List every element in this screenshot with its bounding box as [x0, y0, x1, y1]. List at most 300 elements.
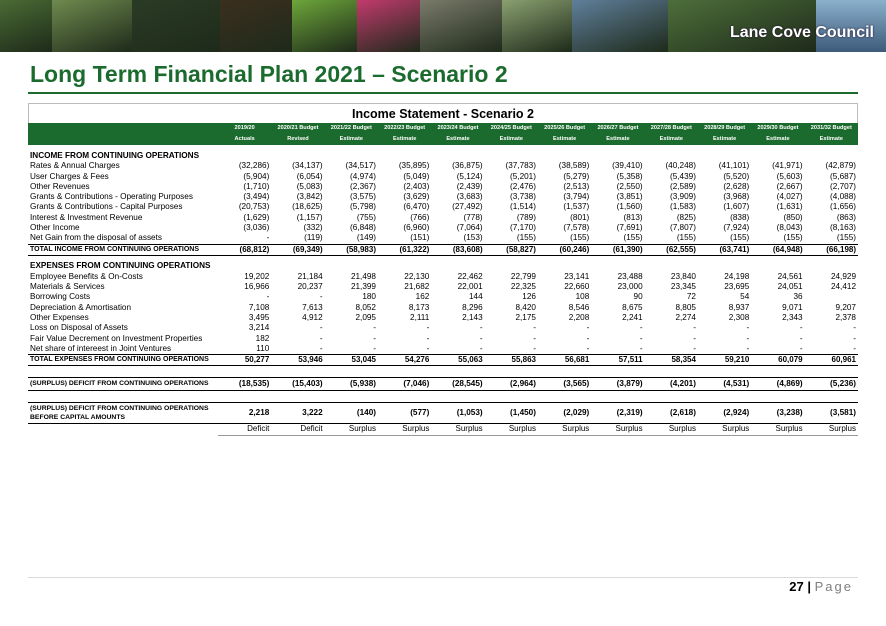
cell-value: (5,520) — [723, 171, 750, 181]
cell-value: (18,535) — [218, 378, 271, 391]
cell-value: (3,683) — [456, 192, 483, 202]
cell-value: (801) — [570, 212, 590, 222]
row-label: Employee Benefits & On-Costs — [30, 271, 143, 281]
row-label: Net Gain from the disposal of assets — [30, 233, 162, 243]
banner-photo — [502, 0, 572, 52]
cell-value: (2,667) — [776, 181, 803, 191]
cell-value: 72 — [686, 292, 696, 302]
cell-value: 23,488 — [617, 271, 643, 281]
cell-value — [805, 292, 858, 302]
cell-value: 8,052 — [355, 302, 376, 312]
cell-value: (60,246) — [538, 244, 591, 255]
cell-value: (61,322) — [378, 244, 431, 255]
cell-value: 8,937 — [728, 302, 750, 312]
column-year: 2019/20 — [218, 123, 271, 134]
cell-value: (778) — [463, 212, 483, 222]
cell-value: (1,656) — [830, 202, 856, 212]
row-label: Rates & Annual Charges — [30, 161, 120, 171]
cell-value: 22,462 — [457, 271, 483, 281]
cell-value: (5,236) — [805, 378, 858, 391]
cell-value: (3,581) — [805, 403, 858, 424]
row-label: Depreciation & Amortisation — [30, 302, 132, 312]
cell-value: 58,354 — [645, 355, 698, 366]
row-label: (SURPLUS) DEFICIT FROM CONTINUING OPERATIONS BEFORE CAPITAL AMOUNTS — [28, 403, 218, 424]
cell-value: (27,492) — [452, 202, 483, 212]
cell-value: (5,798) — [350, 202, 376, 212]
cell-value: Surplus — [591, 424, 644, 435]
cell-value: 53,946 — [271, 355, 324, 366]
cell-value: (35,895) — [398, 161, 430, 171]
cell-value: 22,130 — [404, 271, 430, 281]
cell-value: (18,625) — [292, 202, 323, 212]
cell-value: (2,367) — [350, 181, 376, 191]
cell-value: 8,420 — [515, 302, 536, 312]
cell-value: - — [373, 323, 376, 333]
cell-value: - — [586, 343, 590, 353]
cell-value: (6,470) — [403, 202, 430, 212]
cell-value: - — [373, 333, 376, 343]
cell-value: (63,741) — [698, 244, 751, 255]
expense-row — [28, 272, 858, 282]
cell-value: 8,805 — [675, 302, 696, 312]
cell-value: (151) — [410, 233, 430, 243]
cell-value: (3,565) — [538, 378, 591, 391]
column-year: 2024/25 Budget — [485, 123, 538, 134]
column-year: 2020/21 Budget — [271, 123, 324, 134]
cell-value: 24,412 — [830, 282, 856, 292]
cell-value: - — [639, 333, 643, 343]
page-word: Page — [814, 579, 853, 594]
cell-value: (155) — [730, 233, 750, 243]
cell-value: (3,738) — [510, 192, 536, 202]
column-type: Estimate — [431, 134, 484, 145]
cell-value: (5,279) — [563, 171, 590, 181]
column-type: Estimate — [378, 134, 431, 145]
cell-value: 4,912 — [302, 312, 323, 322]
cell-value: (153) — [463, 233, 483, 243]
banner-photo — [420, 0, 502, 52]
column-type: Estimate — [698, 134, 751, 145]
cell-value: - — [319, 343, 323, 353]
cell-value: (2,550) — [616, 181, 643, 191]
cell-value: Surplus — [485, 424, 538, 435]
cell-value: (7,691) — [616, 223, 643, 233]
cell-value: 144 — [468, 292, 483, 302]
cell-value: 2,111 — [410, 312, 430, 322]
cell-value: 2,143 — [462, 312, 483, 322]
page-title: Long Term Financial Plan 2021 – Scenario 2 — [30, 61, 508, 87]
cell-value: (7,170) — [510, 223, 536, 233]
cell-value: (6,054) — [296, 171, 323, 181]
cell-value: (3,629) — [403, 192, 430, 202]
income-row — [28, 161, 858, 171]
cell-value: (3,238) — [751, 403, 804, 424]
column-year: 2025/26 Budget — [538, 123, 591, 134]
cell-value: (2,589) — [670, 181, 696, 191]
cell-value: 3,222 — [271, 403, 324, 424]
expense-row — [28, 323, 858, 333]
cell-value: (2,476) — [510, 181, 536, 191]
cell-value: 2,308 — [728, 312, 750, 322]
cell-value: 126 — [522, 292, 536, 302]
cell-value: (4,027) — [776, 192, 803, 202]
column-type: Estimate — [645, 134, 698, 145]
cell-value: 21,399 — [350, 282, 376, 292]
cell-value: 60,961 — [805, 355, 858, 366]
row-label: TOTAL INCOME FROM CONTINUING OPERATIONS — [28, 244, 218, 255]
cell-value: (1,629) — [243, 212, 270, 222]
cell-value: (155) — [623, 233, 643, 243]
row-label: User Charges & Fees — [30, 171, 109, 181]
before-capital-row — [28, 403, 858, 424]
cell-value: (42,879) — [825, 161, 856, 171]
column-year: 2026/27 Budget — [591, 123, 644, 134]
row-label: Other Revenues — [30, 181, 90, 191]
cell-value: 7,613 — [302, 302, 323, 312]
column-type: Actuals — [218, 134, 271, 145]
cell-value: (68,812) — [218, 244, 271, 255]
cell-value: Deficit — [218, 424, 271, 435]
cell-value: (58,983) — [325, 244, 378, 255]
cell-value: (577) — [378, 403, 431, 424]
cell-value: (7,046) — [378, 378, 431, 391]
cell-value: (3,036) — [243, 223, 270, 233]
cell-value: Surplus — [751, 424, 804, 435]
cell-value: (838) — [730, 212, 750, 222]
cell-value: (5,049) — [403, 171, 430, 181]
column-year: 2022/23 Budget — [378, 123, 431, 134]
cell-value: (766) — [410, 212, 430, 222]
cell-value: (37,783) — [505, 161, 536, 171]
cell-value: (5,124) — [456, 171, 483, 181]
cell-value: (2,628) — [723, 181, 750, 191]
cell-value: (1,053) — [431, 403, 484, 424]
cell-value: (4,201) — [645, 378, 698, 391]
banner-photo — [52, 0, 132, 52]
cell-value: (155) — [516, 233, 536, 243]
cell-value: - — [266, 292, 270, 302]
income-row — [28, 213, 858, 223]
column-year: 2031/32 Budget — [805, 123, 858, 134]
expense-row — [28, 292, 858, 302]
income-row — [28, 172, 858, 182]
cell-value: (34,517) — [345, 161, 376, 171]
cell-value: (2,439) — [456, 181, 483, 191]
cell-value: (755) — [356, 212, 376, 222]
column-year: 2027/28 Budget — [645, 123, 698, 134]
row-label: Borrowing Costs — [30, 292, 91, 302]
banner-photo — [0, 0, 52, 52]
cell-value: - — [746, 343, 750, 353]
cell-value: (1,607) — [723, 202, 750, 212]
cell-value: 36 — [793, 292, 803, 302]
cell-value: 9,071 — [782, 302, 803, 312]
expense-row — [28, 313, 858, 323]
income-row — [28, 192, 858, 202]
header-blank — [28, 123, 218, 134]
result-row — [28, 424, 858, 435]
cell-value: (6,960) — [403, 223, 430, 233]
income-row — [28, 182, 858, 192]
column-year: 2028/29 Budget — [698, 123, 751, 134]
cell-value: Deficit — [271, 424, 324, 435]
cell-value: Surplus — [325, 424, 378, 435]
cell-value: 59,210 — [698, 355, 751, 366]
cell-value: - — [533, 343, 536, 353]
cell-value: 162 — [415, 292, 430, 302]
cell-value: 2,378 — [835, 312, 856, 322]
cell-value: (6,848) — [350, 223, 376, 233]
cell-value: - — [533, 333, 536, 343]
cell-value: - — [693, 333, 696, 343]
cell-value: - — [746, 333, 750, 343]
cell-value: 21,498 — [350, 271, 376, 281]
banner-photo — [220, 0, 292, 52]
expense-row — [28, 344, 858, 355]
banner-photo — [572, 0, 668, 52]
row-label: Loss on Disposal of Assets — [30, 323, 128, 333]
cell-value: (8,043) — [776, 223, 803, 233]
cell-value: 110 — [256, 343, 270, 353]
cell-value: - — [746, 323, 750, 333]
cell-value: - — [799, 343, 803, 353]
footer-rule — [28, 577, 858, 578]
cell-value: (155) — [676, 233, 696, 243]
cell-value: - — [479, 323, 483, 333]
cell-value: 24,198 — [724, 271, 750, 281]
cell-value: - — [373, 343, 376, 353]
cell-value: (69,349) — [271, 244, 324, 255]
cell-value: (1,514) — [510, 202, 536, 212]
cell-value: - — [799, 323, 803, 333]
cell-value: (825) — [676, 212, 696, 222]
cell-value: 54 — [740, 292, 750, 302]
cell-value: 3,214 — [248, 323, 270, 333]
cell-value: (813) — [623, 212, 643, 222]
cell-value: (155) — [836, 233, 856, 243]
cell-value: - — [319, 323, 323, 333]
title-rule — [28, 92, 858, 94]
cell-value: (8,163) — [830, 223, 856, 233]
cell-value: 22,001 — [457, 282, 483, 292]
cell-value: (41,101) — [718, 161, 750, 171]
cell-value: (3,575) — [350, 192, 376, 202]
cell-value: - — [853, 343, 856, 353]
cell-value: - — [853, 333, 856, 343]
row-label: Other Income — [30, 223, 80, 233]
cell-value: (38,589) — [558, 161, 590, 171]
cell-value: (58,827) — [485, 244, 538, 255]
cell-value: 19,202 — [244, 271, 270, 281]
cell-value: (4,531) — [698, 378, 751, 391]
cell-value: (39,410) — [612, 161, 643, 171]
cell-value: 23,000 — [617, 282, 643, 292]
cell-value: (1,157) — [296, 212, 323, 222]
cell-value: (850) — [783, 212, 803, 222]
row-label: Grants & Contributions - Operating Purposes — [30, 192, 193, 202]
column-year: 2029/30 Budget — [751, 123, 804, 134]
cell-value: (140) — [325, 403, 378, 424]
cell-value: (1,560) — [616, 202, 643, 212]
cell-value: 23,141 — [564, 271, 590, 281]
cell-value: (2,924) — [698, 403, 751, 424]
column-type: Estimate — [591, 134, 644, 145]
cell-value: (20,753) — [238, 202, 270, 212]
cell-value: 7,108 — [248, 302, 270, 312]
cell-value: (2,029) — [538, 403, 591, 424]
cell-value: 90 — [633, 292, 643, 302]
page-separator: | — [803, 579, 815, 594]
cell-value: - — [319, 333, 323, 343]
surplus-deficit-row — [28, 378, 858, 391]
cell-value: - — [426, 343, 430, 353]
row-label: Net share of intereest in Joint Ventures — [30, 343, 172, 353]
cell-value: (1,710) — [243, 181, 270, 191]
cell-value: (1,631) — [776, 202, 803, 212]
header-row-years — [28, 123, 858, 134]
cell-value: (4,088) — [830, 192, 856, 202]
cell-value: - — [426, 323, 430, 333]
column-type: Revised — [271, 134, 324, 145]
cell-value: (61,390) — [591, 244, 644, 255]
cell-value: (1,583) — [670, 202, 696, 212]
cell-value: 21,682 — [404, 282, 430, 292]
cell-value: Surplus — [645, 424, 698, 435]
income-row — [28, 223, 858, 233]
cell-value: 24,051 — [777, 282, 803, 292]
banner-photo — [132, 0, 220, 52]
cell-value: 22,660 — [564, 282, 590, 292]
row-label: (SURPLUS) DEFICIT FROM CONTINUING OPERATIONS — [28, 378, 218, 391]
cell-value: (4,974) — [350, 171, 376, 181]
cell-value: 50,277 — [218, 355, 271, 366]
cell-value: 57,511 — [591, 355, 644, 366]
cell-value: 16,966 — [244, 282, 270, 292]
cell-value: 2,095 — [355, 312, 376, 322]
cell-value: 108 — [575, 292, 590, 302]
cell-value: 55,063 — [431, 355, 484, 366]
cell-value: (41,971) — [772, 161, 803, 171]
page-number — [789, 579, 853, 594]
banner-photo — [292, 0, 357, 52]
cell-value: 24,929 — [830, 271, 856, 281]
cell-value: (5,904) — [243, 171, 270, 181]
cell-value: (5,083) — [296, 181, 323, 191]
cell-value: 8,546 — [568, 302, 590, 312]
cell-value: (83,608) — [431, 244, 484, 255]
cell-value: (789) — [516, 212, 536, 222]
cell-value: 180 — [362, 292, 376, 302]
cell-value: - — [479, 333, 483, 343]
cell-value: (119) — [304, 233, 323, 243]
cell-value: - — [586, 323, 590, 333]
cell-value: - — [533, 323, 536, 333]
section-heading: EXPENSES FROM CONTINUING OPERATIONS — [30, 261, 211, 271]
cell-value: (1,450) — [485, 403, 538, 424]
cell-value: 55,863 — [485, 355, 538, 366]
cell-value: (7,924) — [723, 223, 750, 233]
income-total-row — [28, 244, 858, 255]
cell-value: 8,675 — [622, 302, 643, 312]
cell-value: (863) — [836, 212, 856, 222]
cell-value: 22,325 — [510, 282, 536, 292]
cell-value: - — [479, 343, 483, 353]
cell-value: (3,968) — [723, 192, 750, 202]
cell-value: (1,537) — [563, 202, 590, 212]
cell-value: 9,207 — [835, 302, 856, 312]
cell-value: (5,358) — [616, 171, 643, 181]
section-heading: INCOME FROM CONTINUING OPERATIONS — [30, 151, 200, 160]
cell-value: Surplus — [378, 424, 431, 435]
cell-value: (15,403) — [271, 378, 324, 391]
column-type: Estimate — [485, 134, 538, 145]
cell-value: 2,175 — [515, 312, 536, 322]
cell-value: 23,345 — [670, 282, 696, 292]
cell-value: (155) — [570, 233, 590, 243]
cell-value: (3,879) — [591, 378, 644, 391]
cell-value: (2,618) — [645, 403, 698, 424]
cell-value: (66,198) — [805, 244, 858, 255]
header-row-types — [28, 134, 858, 145]
cell-value: (64,948) — [751, 244, 804, 255]
row-label: Other Expenses — [30, 312, 89, 322]
row-label: TOTAL EXPENSES FROM CONTINUING OPERATIONS — [28, 355, 218, 366]
expense-row — [28, 282, 858, 292]
statement-title: Income Statement - Scenario 2 — [28, 103, 858, 123]
cell-value: 22,799 — [510, 271, 536, 281]
column-type: Estimate — [805, 134, 858, 145]
banner-photo — [357, 0, 420, 52]
income-statement-table — [28, 123, 858, 436]
cell-value: (5,938) — [325, 378, 378, 391]
cell-value: 23,840 — [670, 271, 696, 281]
cell-value: (3,909) — [670, 192, 696, 202]
cell-value: - — [586, 333, 590, 343]
expense-section-heading — [28, 261, 858, 271]
column-type: Estimate — [325, 134, 378, 145]
cell-value: (5,201) — [510, 171, 536, 181]
cell-value: (2,403) — [403, 181, 430, 191]
cell-value: 2,241 — [622, 312, 643, 322]
cell-value: 20,237 — [297, 282, 323, 292]
cell-value: 54,276 — [378, 355, 431, 366]
cell-value: - — [266, 233, 270, 243]
cell-value: 53,045 — [325, 355, 378, 366]
cell-value: - — [639, 323, 643, 333]
column-year: 2023/24 Budget — [431, 123, 484, 134]
cell-value: - — [426, 333, 430, 343]
cell-value: 3,495 — [248, 312, 270, 322]
cell-value: 21,184 — [297, 271, 323, 281]
cell-value: - — [693, 323, 696, 333]
cell-value: 24,561 — [777, 271, 803, 281]
row-label: Grants & Contributions - Capital Purposes — [30, 202, 183, 212]
cell-value: (3,842) — [296, 192, 323, 202]
expense-row — [28, 303, 858, 313]
expense-total-row — [28, 355, 858, 366]
cell-value: (332) — [303, 223, 323, 233]
cell-value: (36,875) — [452, 161, 483, 171]
cell-value: (34,137) — [292, 161, 323, 171]
income-row — [28, 202, 858, 212]
cell-value: (2,964) — [485, 378, 538, 391]
cell-value: - — [319, 292, 323, 302]
cell-value: (2,319) — [591, 403, 644, 424]
cell-value: - — [799, 333, 803, 343]
cell-value: - — [693, 343, 696, 353]
cell-value: - — [853, 323, 856, 333]
income-statement — [28, 103, 858, 436]
